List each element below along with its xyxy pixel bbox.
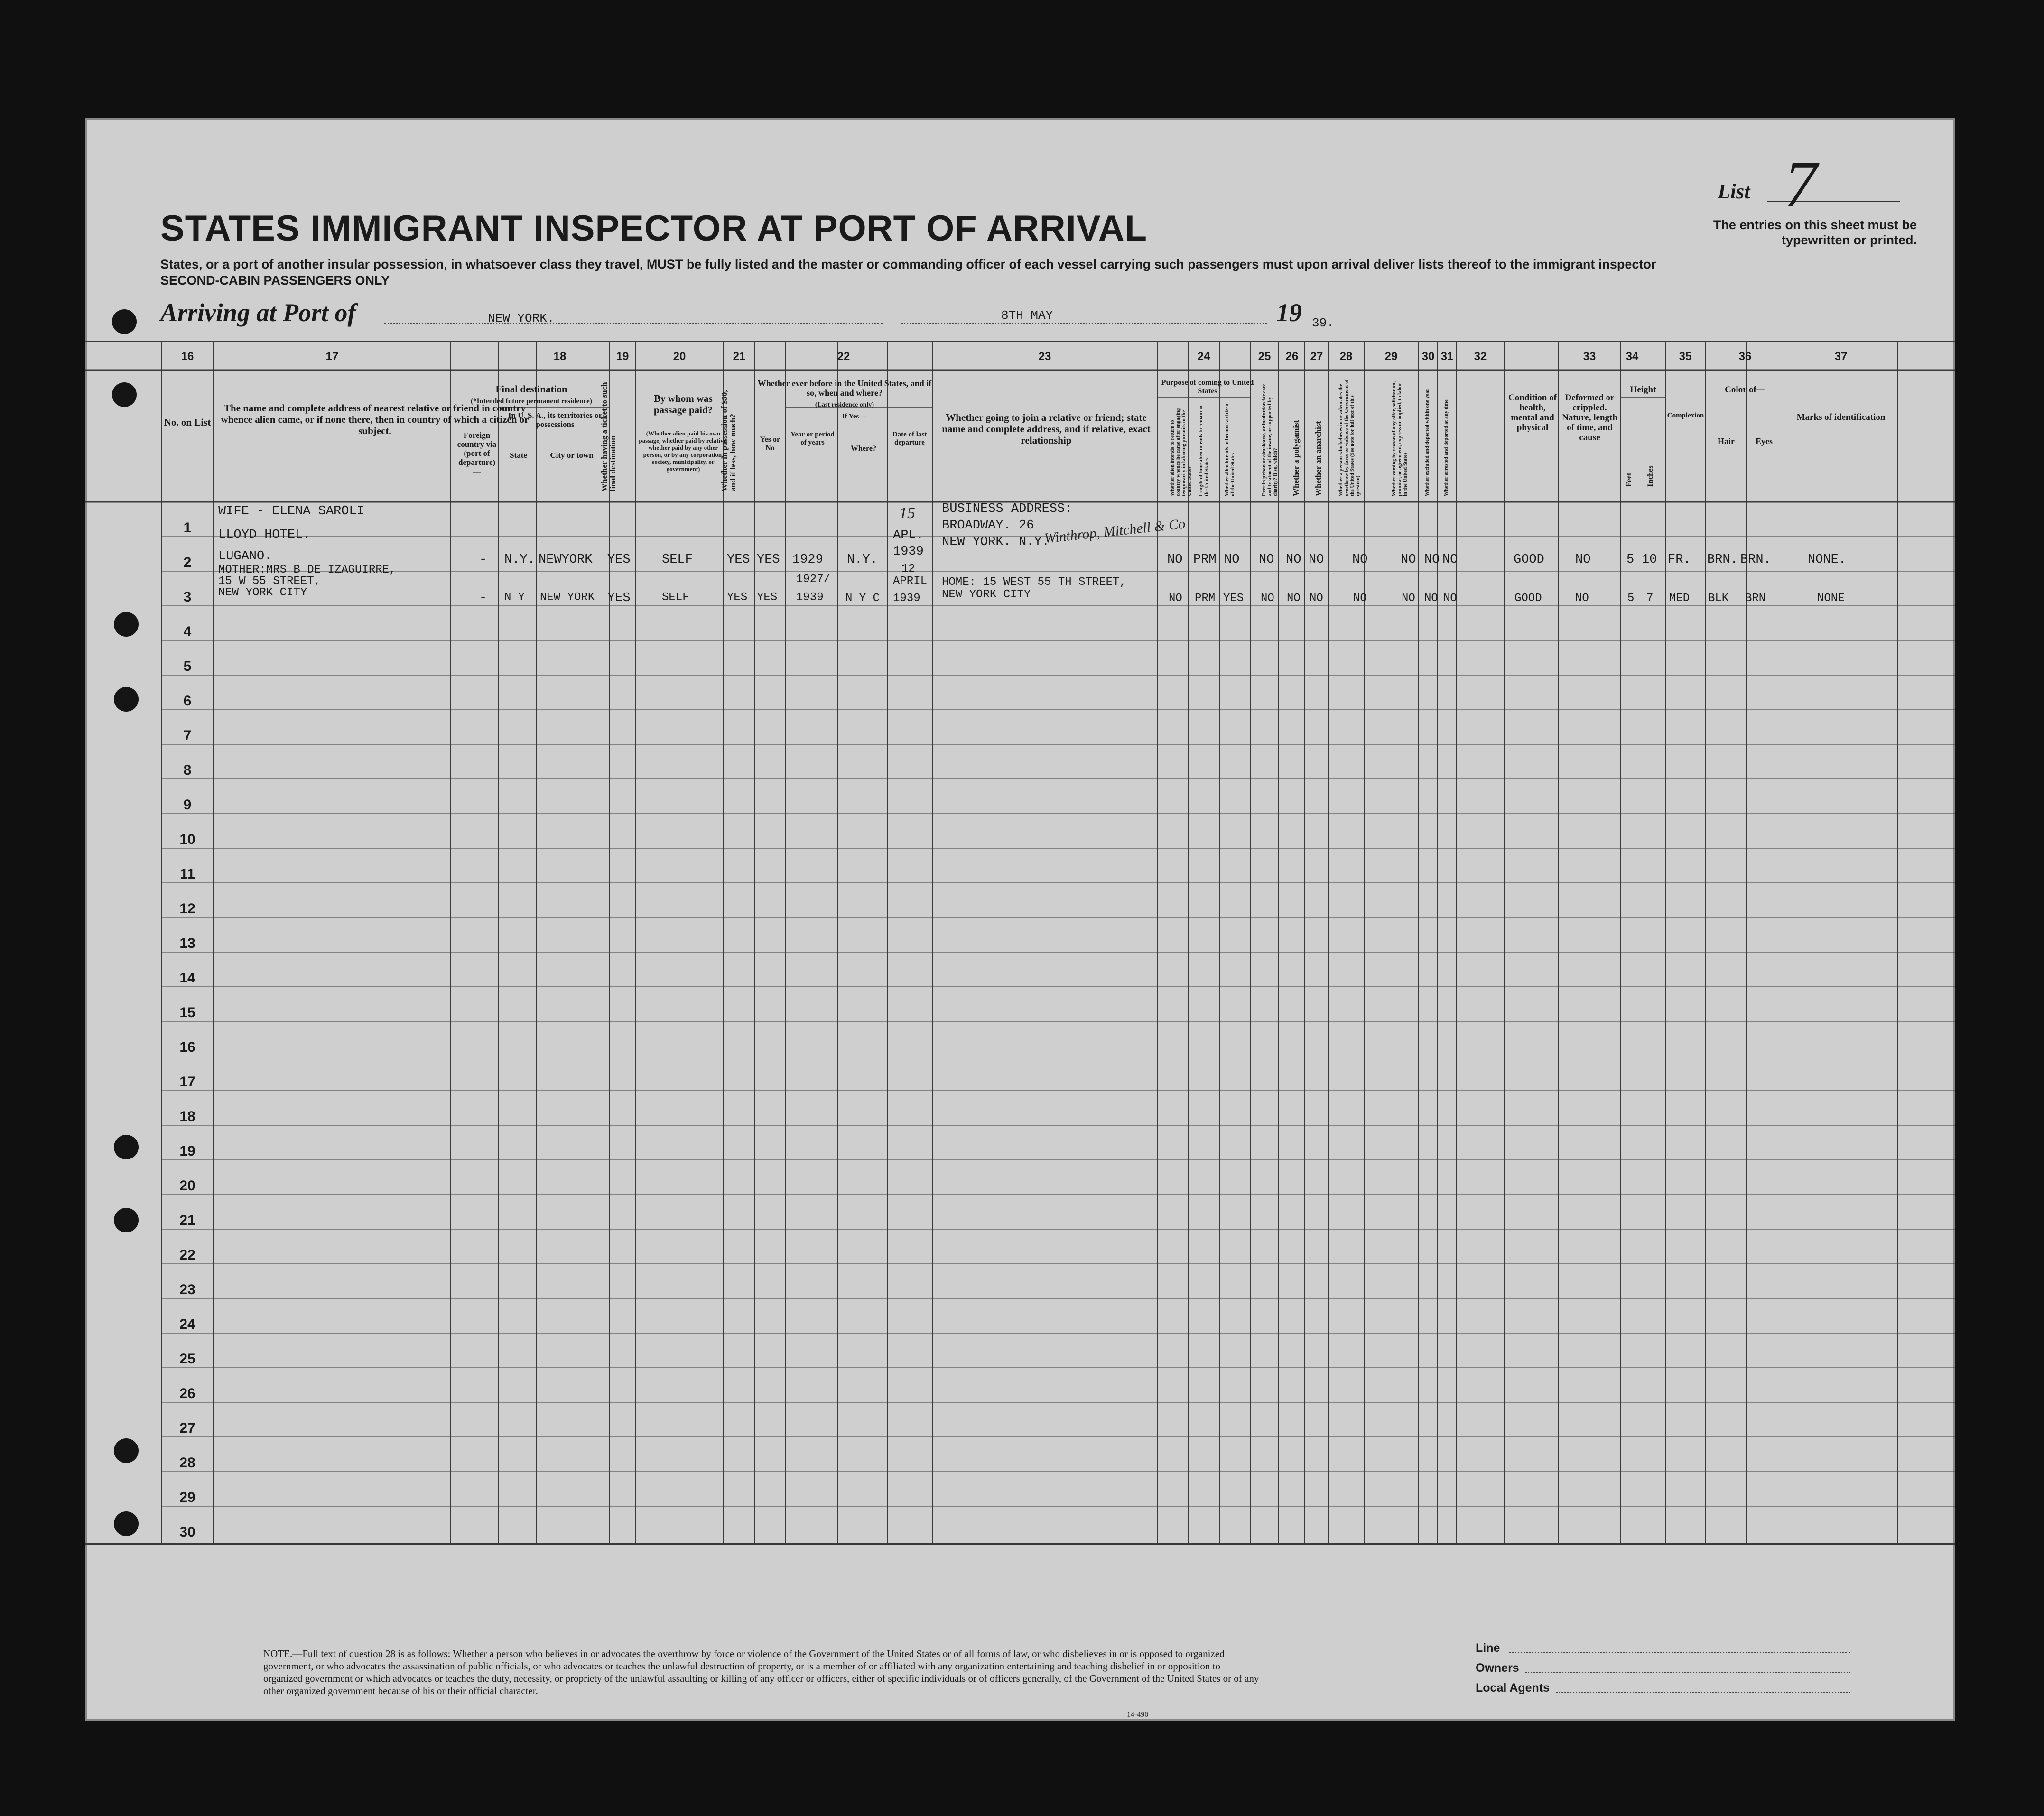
col18-foreign: Foreign country via (port of departure)—	[457, 431, 497, 476]
line-label: Line	[1476, 1641, 1500, 1655]
agents-field	[1556, 1692, 1850, 1693]
row2-inches: 7	[1646, 592, 1654, 605]
row1-hair: BRN.	[1707, 553, 1738, 567]
row1-prison: NO	[1259, 553, 1274, 567]
col34-header: Height	[1630, 385, 1656, 395]
row1-departure-month: APL.	[893, 528, 924, 543]
row2-state: N Y	[504, 591, 525, 604]
row1-state: N.Y.	[504, 553, 535, 567]
class-line: SECOND-CABIN PASSENGERS ONLY	[160, 273, 390, 287]
row1-excluded: NO	[1424, 553, 1440, 567]
row2-join-2: NEW YORK CITY	[942, 588, 1031, 601]
col29-header: Whether coming by reason of any offer, solicitation, promise, or agreement, express or implied, to labor in the United States	[1391, 381, 1408, 496]
row-number: 30	[179, 1524, 195, 1540]
col33-header: Deformed or crippled. Nature, length of time, and cause	[1562, 393, 1617, 443]
row2-join-1: HOME: 15 WEST 55 TH STREET,	[942, 576, 1126, 589]
row-number: 28	[179, 1455, 195, 1471]
row1-eyes: BRN.	[1740, 553, 1771, 567]
row-number: 21	[179, 1213, 195, 1228]
row1-inches: 10	[1642, 553, 1657, 567]
row1-labor: NO	[1401, 553, 1416, 567]
row1-join-3: NEW YORK. N.Y.	[942, 535, 1050, 549]
row2-paid-by: SELF	[662, 591, 689, 604]
row-number: 8	[183, 762, 192, 778]
line-field	[1509, 1652, 1850, 1653]
col32-header: Condition of health, mental and physical	[1508, 393, 1557, 433]
agents-label: Local Agents	[1476, 1681, 1550, 1695]
row2-hair: BLK	[1708, 592, 1729, 605]
entries-note: The entries on this sheet must be typewritten or printed.	[1713, 218, 1917, 247]
column-number: 33	[1583, 350, 1596, 363]
col22-date: Date of last departure	[892, 431, 927, 446]
row-number: 6	[183, 693, 192, 709]
col26-header: Whether a polygamist	[1291, 420, 1301, 496]
col30-header: Whether excluded and deported within one year	[1424, 389, 1430, 496]
binder-hole	[114, 612, 139, 637]
row-number: 10	[179, 832, 195, 847]
binder-hole	[114, 1511, 139, 1536]
column-number: 29	[1384, 350, 1398, 363]
row1-city: NEWYORK	[539, 553, 593, 567]
col36-eyes: Eyes	[1756, 436, 1773, 446]
binder-hole	[114, 687, 139, 712]
column-number: 30	[1422, 350, 1435, 363]
row1-join-2: BROADWAY. 26	[942, 519, 1034, 533]
col18-note: (*Intended future permanent residence)	[471, 398, 592, 405]
row-number: 13	[179, 936, 195, 951]
column-number: 31	[1440, 350, 1454, 363]
row2-eyes: BRN	[1745, 592, 1766, 605]
row2-prison: NO	[1261, 592, 1274, 605]
row2-years-2: 1939	[796, 591, 824, 604]
row-number: 2	[183, 555, 192, 570]
row2-marks: NONE	[1817, 592, 1845, 605]
col22-year: Year or period of years	[790, 431, 835, 446]
column-number: 21	[733, 350, 746, 363]
row2-relative-3: NEW YORK CITY	[218, 586, 307, 599]
row1-arrested: NO	[1442, 553, 1458, 567]
col18-city: City or town	[550, 451, 594, 460]
col37-header: Marks of identification	[1796, 412, 1886, 422]
col20-header: By whom was passage paid?	[653, 393, 713, 416]
column-number: 17	[325, 350, 339, 363]
row2-before: YES	[757, 591, 778, 604]
row2-departure-day: 12	[901, 563, 915, 575]
column-number: 34	[1626, 350, 1639, 363]
col28-header: Whether a person who believes in or advocates the overthrow by force or violence of the Government of the United States (See note for full text of this question)	[1338, 379, 1361, 496]
row1-where: N.Y.	[847, 553, 878, 567]
col31-header: Whether arrested and deported at any time	[1443, 399, 1449, 496]
row2-departure-month: APRIL	[893, 575, 928, 588]
col36-header: Color of—	[1725, 385, 1765, 395]
binder-hole	[112, 309, 137, 334]
row-number: 17	[179, 1074, 195, 1090]
row2-excluded: NO	[1424, 592, 1438, 605]
row2-deformed: NO	[1575, 592, 1589, 605]
row2-anarchist: NO	[1310, 592, 1323, 605]
row-number: 18	[179, 1109, 195, 1124]
col24-return: Whether alien intends to return to country whence he came after engaging temporarily in laboring pursuits in the United States	[1170, 408, 1192, 496]
row2-years-1: 1927/	[796, 573, 831, 586]
row-number: 19	[179, 1143, 195, 1159]
col17-header: The name and complete address of nearest relative or friend in country whence alien came, or if none there, then in country of which a citizen or subject.	[221, 402, 529, 436]
col22-note: (Last residence only)	[815, 401, 874, 408]
row-number: 9	[183, 797, 192, 813]
row1-deformed: NO	[1575, 553, 1591, 567]
row2-arrested: NO	[1443, 592, 1457, 605]
row1-join-handwritten: Winthrop, Mitchell & Co	[1043, 516, 1186, 547]
col35-header: Complexion	[1667, 412, 1704, 419]
row1-departure-day: 15	[899, 504, 915, 522]
row-number: 23	[179, 1282, 195, 1297]
row1-years: 1929	[792, 553, 823, 567]
row2-where: N Y C	[845, 592, 880, 605]
row1-relative-2: LLOYD HOTEL.	[218, 528, 311, 542]
column-number: 23	[1038, 350, 1051, 363]
col22-header: Whether ever before in the United States, and if so, when and where?	[757, 379, 932, 398]
col34-inches: Inches	[1646, 465, 1654, 487]
row1-fifty: YES	[727, 553, 750, 567]
row-number: 29	[179, 1490, 195, 1505]
row1-feet: 5	[1626, 553, 1635, 567]
column-number: 22	[837, 350, 850, 363]
column-number: 18	[553, 350, 567, 363]
row2-ticket: YES	[607, 591, 631, 605]
form-number: 14-490	[1127, 1711, 1149, 1719]
subtitle-text: States, or a port of another insular possession, in whatsoever class they travel, MUST be fully listed and the master or commanding officer of each vessel carrying such passengers must upon arrival deliver lists thereof to the immigrant inspector	[160, 257, 1656, 271]
date-line	[901, 323, 1267, 324]
column-number: 26	[1285, 350, 1299, 363]
row2-relative-2: 15 W 55 STREET,	[218, 575, 321, 588]
row-number: 25	[179, 1351, 195, 1367]
column-number: 19	[616, 350, 629, 363]
column-number: 27	[1310, 350, 1323, 363]
row-number: 27	[179, 1420, 195, 1436]
year-suffix: 39.	[1312, 316, 1334, 330]
row2-departure-year: 1939	[893, 592, 920, 605]
binder-hole	[114, 1208, 139, 1232]
col27-header: Whether an anarchist	[1314, 421, 1323, 496]
col18-header: Final destination	[495, 383, 567, 395]
col22-ifyes: If Yes—	[842, 413, 866, 420]
row-number: 3	[183, 589, 192, 605]
row2-fifty: YES	[727, 591, 748, 604]
row-number: 7	[183, 728, 192, 743]
col23-header: Whether going to join a relative or friend; state name and complete address, and if relative, exact relationship	[942, 412, 1151, 446]
subtitle	[160, 256, 1726, 288]
row-number: 5	[183, 658, 192, 674]
row-number: 11	[180, 866, 195, 882]
row2-purpose-return: NO	[1169, 592, 1182, 605]
column-number: 32	[1474, 350, 1487, 363]
row-number: 20	[179, 1178, 195, 1194]
page-title: STATES IMMIGRANT INSPECTOR AT PORT OF ARRIVAL	[160, 208, 1148, 249]
col19-header: Whether having a ticket to such final destination	[600, 382, 617, 491]
manifest-sheet	[85, 118, 1955, 1721]
col21-header: Whether in possession of $50, and if less, how much?	[720, 390, 737, 491]
list-number: 7	[1784, 148, 1817, 221]
date-value: 8TH MAY	[1001, 308, 1053, 323]
row1-purpose-return: NO	[1167, 553, 1183, 567]
column-number: 28	[1339, 350, 1353, 363]
row1-marks: NONE.	[1808, 553, 1847, 567]
col24-length: Length of time alien intends to remain in the United States	[1198, 405, 1209, 496]
column-number: 35	[1679, 350, 1692, 363]
row1-departure-year: 1939	[893, 545, 924, 559]
row-number: 16	[179, 1039, 195, 1055]
row1-relative-3: LUGANO.	[218, 549, 272, 564]
col34-feet: Feet	[1625, 473, 1633, 487]
port-value: NEW YORK.	[488, 311, 555, 325]
col16-header: No. on List	[164, 417, 211, 428]
row2-complexion: MED	[1669, 592, 1690, 605]
col18-usa: In U. S. A., its territories or possessions	[508, 411, 603, 429]
row1-before: YES	[757, 553, 780, 567]
row1-complexion: FR.	[1668, 553, 1691, 567]
row-number: 15	[179, 1005, 195, 1020]
col22-where: Where?	[851, 445, 876, 453]
row1-polygamist: NO	[1286, 553, 1301, 567]
col25-header: Ever in prison or almshouse, or institution for care and treatment of the insane, or supported by charity? If so, which?	[1261, 383, 1278, 496]
row1-anarchist: NO	[1309, 553, 1324, 567]
row2-relative-1: MOTHER:MRS B DE IZAGUIRRE,	[218, 564, 396, 576]
row-number: 24	[179, 1316, 195, 1332]
col36-hair: Hair	[1718, 436, 1735, 446]
col20-note: (Whether alien paid his own passage, whether paid by relative, whether paid by any other person, or by any corporation, society, municipality, or government)	[639, 430, 728, 473]
list-label: List	[1718, 180, 1750, 203]
row1-join-1: BUSINESS ADDRESS:	[942, 502, 1073, 516]
col24-header: Purpose of coming to United States	[1161, 379, 1254, 395]
binder-hole	[112, 382, 137, 407]
row1-foreign: -	[479, 553, 487, 567]
row2-foreign: -	[479, 591, 487, 605]
binder-hole	[114, 1135, 139, 1159]
row1-health: GOOD	[1514, 553, 1544, 567]
row-number: 1	[183, 520, 192, 536]
column-number: 37	[1834, 350, 1848, 363]
row2-feet: 5	[1627, 592, 1635, 605]
row1-ticket: YES	[607, 553, 631, 567]
col18-state: State	[510, 451, 527, 460]
question-28-note: NOTE.—Full text of question 28 is as follows: Whether a person who believes in or advocates the overthrow by force or violence of the Government of the United States or of all forms of law, or who disbelieves in or is opposed to organized government, or who advocates the assassination of public officials, or who advocates or teaches the unlawful destruction of property, or is a member of or affiliated with any organization entertaining and teaching disbelief in or opposition to organized government or which advocates or teaches the duty, necessity, or propriety of the unlawful assaulting or killing of any officer or officers, either of specific individuals or of officers generally, of the Government of the United States or of any other organized government because of his or their official character.	[263, 1648, 1259, 1696]
owners-label: Owners	[1476, 1661, 1519, 1675]
column-number: 24	[1197, 350, 1210, 363]
binder-hole	[114, 1438, 139, 1463]
row2-labor: NO	[1402, 592, 1415, 605]
row1-purpose-length: PRM	[1193, 553, 1217, 567]
col22-yesno: Yes or No	[760, 435, 780, 452]
column-number: 16	[181, 350, 194, 363]
arriving-label: Arriving at Port of	[160, 298, 356, 327]
row2-purpose-citizen: YES	[1223, 592, 1244, 605]
column-number: 20	[673, 350, 686, 363]
col24-citizen: Whether alien intends to become a citizen of the United States	[1224, 403, 1236, 496]
row2-overthrow: NO	[1353, 592, 1367, 605]
row2-polygamist: NO	[1287, 592, 1301, 605]
port-line	[384, 323, 883, 324]
owners-field	[1525, 1672, 1850, 1673]
row2-city: NEW YORK	[540, 591, 595, 604]
row1-overthrow: NO	[1352, 553, 1368, 567]
row2-purpose-length: PRM	[1195, 592, 1216, 605]
manifest-table	[85, 341, 1955, 1617]
row-number: 14	[179, 970, 195, 986]
row1-purpose-citizen: NO	[1224, 553, 1240, 567]
column-number: 36	[1738, 350, 1752, 363]
row-number: 12	[179, 901, 195, 917]
row-number: 22	[179, 1247, 195, 1263]
row2-health: GOOD	[1514, 592, 1542, 605]
column-number: 25	[1258, 350, 1271, 363]
row1-paid-by: SELF	[662, 553, 693, 567]
row-number: 4	[183, 624, 192, 639]
year-prefix: 19	[1276, 298, 1302, 327]
row1-relative-1: WIFE - ELENA SAROLI	[218, 504, 364, 519]
row-number: 26	[179, 1386, 195, 1401]
